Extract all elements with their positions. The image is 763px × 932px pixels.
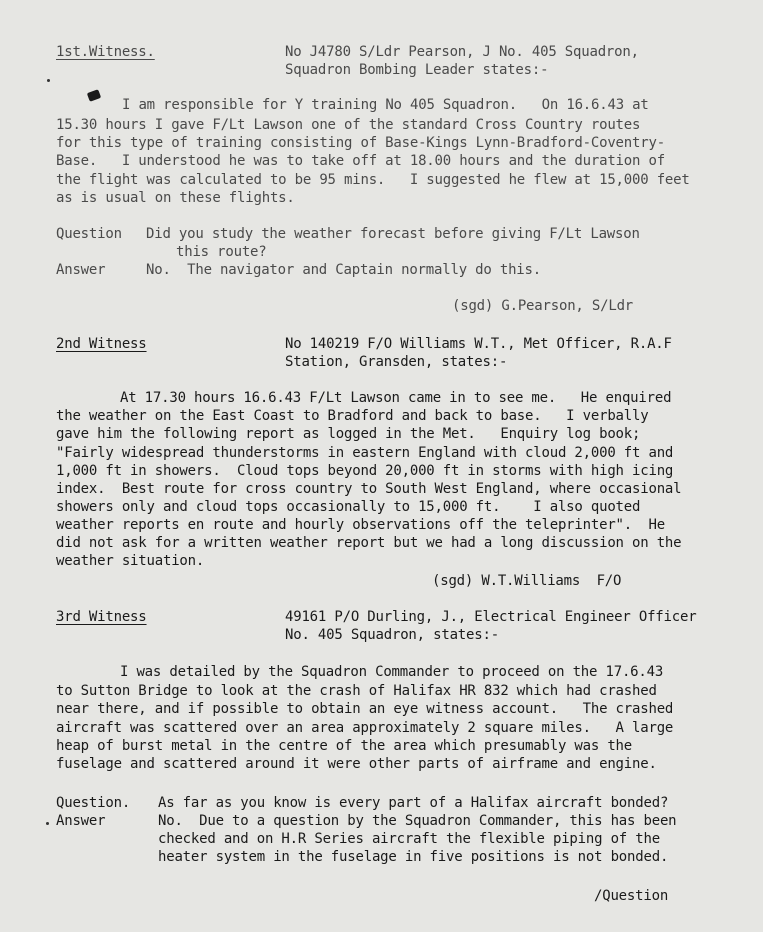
witness1-para-line: as is usual on these flights. [56,190,295,206]
witness1-question-label: Question [56,226,122,242]
witness3-id-line1: 49161 P/O Durling, J., Electrical Engineer Officer [285,609,697,625]
witness3-answer-label: Answer [56,813,106,829]
witness3-question-label: Question. [56,795,131,811]
witness1-signature: (sgd) G.Pearson, S/Ldr [452,298,634,314]
witness2-para-line: 1,000 ft in showers. Cloud tops beyond 20,000 ft in storms with high icing [56,463,674,479]
catchword: /Question [594,888,669,904]
witness3-para-line: fuselage and scattered around it were other parts of airframe and engine. [56,756,657,772]
witness2-para-line: did not ask for a written weather report but we had a long discussion on the [56,535,682,551]
witness2-signature: (sgd) W.T.Williams F/O [432,573,622,589]
witness1-para-line: for this type of training consisting of Base-Kings Lynn-Bradford-Coventry- [56,135,665,151]
witness2-para-line: gave him the following report as logged in the Met. Enquiry log book; [56,426,641,442]
witness3-para-line: I was detailed by the Squadron Commander to proceed on the 17.6.43 [120,664,664,680]
witness3-answer-text: heater system in the fuselage in five positions is not bonded. [158,849,669,865]
witness2-para-line: weather reports en route and hourly observations off the teleprinter". He [56,517,665,533]
witness3-id-line2: No. 405 Squadron, states:- [285,627,499,643]
ink-dot [46,822,49,825]
witness1-para-line: Base. I understood he was to take off at 18.00 hours and the duration of [56,153,665,169]
witness1-question-text: Did you study the weather forecast before giving F/Lt Lawson [146,226,640,242]
witness1-para-line: the flight was calculated to be 95 mins. I suggested he flew at 15,000 feet [56,172,690,188]
witness2-para-line: the weather on the East Coast to Bradford and back to base. I verbally [56,408,649,424]
witness2-heading: 2nd Witness [56,336,147,352]
witness3-para-line: near there, and if possible to obtain an eye witness account. The crashed [56,701,674,717]
witness2-para-line: weather situation. [56,553,205,569]
witness1-para-line: 15.30 hours I gave F/Lt Lawson one of the standard Cross Country routes [56,117,641,133]
witness3-answer-text: No. Due to a question by the Squadron Commander, this has been [158,813,677,829]
witness2-para-line: At 17.30 hours 16.6.43 F/Lt Lawson came in to see me. He enquired [120,390,672,406]
witness1-question-text: this route? [176,244,267,260]
ink-blot [87,89,101,102]
witness2-para-line: "Fairly widespread thunderstorms in eastern England with cloud 2,000 ft and [56,445,674,461]
witness2-id-line2: Station, Gransden, states:- [285,354,508,370]
witness1-id-line1: No J4780 S/Ldr Pearson, J No. 405 Squadron, [285,44,639,60]
witness2-para-line: showers only and cloud tops occasionally to 15,000 ft. I also quoted [56,499,641,515]
witness3-question-text: As far as you know is every part of a Halifax aircraft bonded? [158,795,669,811]
witness3-answer-text: checked and on H.R Series aircraft the flexible piping of the [158,831,660,847]
witness3-heading: 3rd Witness [56,609,147,625]
witness1-id-line2: Squadron Bombing Leader states:- [285,62,549,78]
witness1-heading: 1st.Witness. [56,44,155,60]
witness3-para-line: to Sutton Bridge to look at the crash of Halifax HR 832 which had crashed [56,683,657,699]
witness3-para-line: aircraft was scattered over an area approximately 2 square miles. A large [56,720,674,736]
witness1-answer-label: Answer [56,262,106,278]
witness3-para-line: heap of burst metal in the centre of the area which presumably was the [56,738,633,754]
ink-dot [47,79,50,82]
witness1-para-line: I am responsible for Y training No 405 Squadron. On 16.6.43 at [122,97,649,113]
witness2-para-line: index. Best route for cross country to South West England, where occasional [56,481,682,497]
witness1-answer-text: No. The navigator and Captain normally do this. [146,262,541,278]
witness2-id-line1: No 140219 F/O Williams W.T., Met Officer, R.A.F [285,336,672,352]
